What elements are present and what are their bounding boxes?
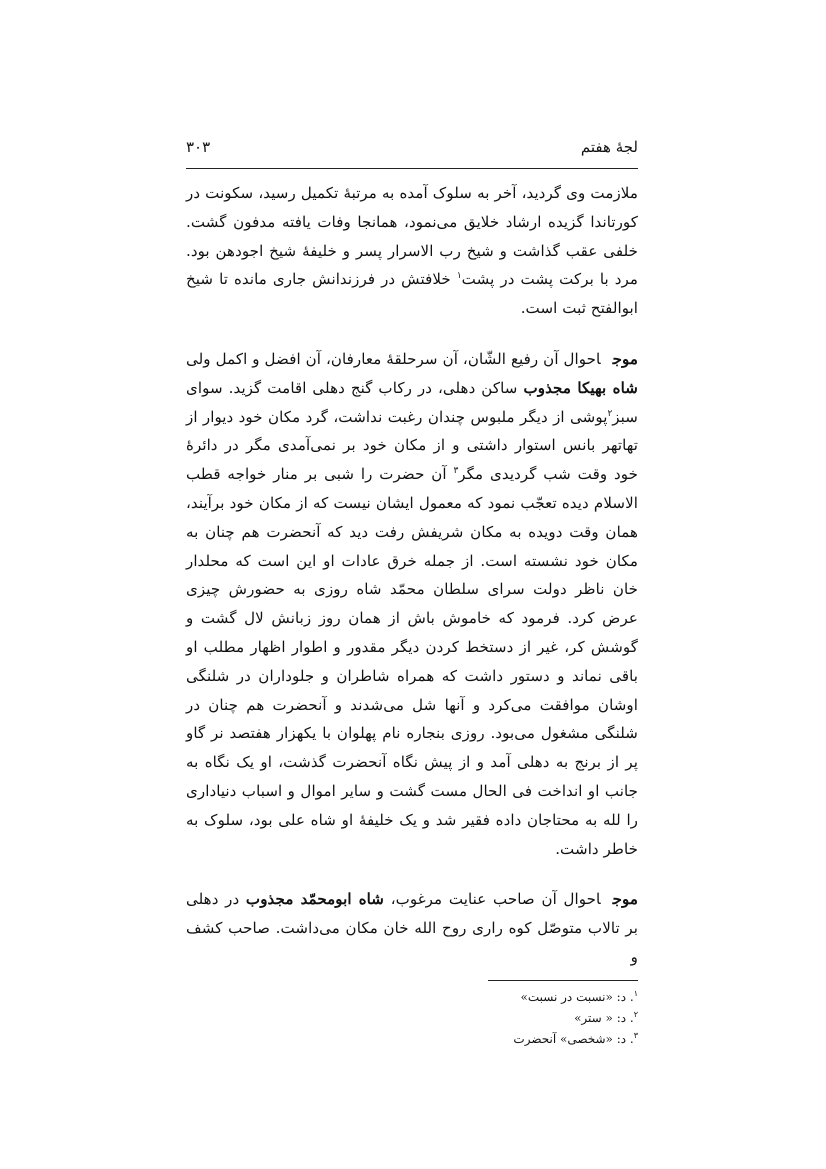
paragraph-text: احوال آن رفیع الشّان، آن سرحلقهٔ معارفان، آن افضل و اکمل ولی — [186, 349, 601, 368]
footnote-ref: ۲ — [607, 408, 613, 419]
footnote-number: ۲ — [633, 1009, 638, 1019]
saint-name: شاه بهیکا مجذوب — [523, 378, 638, 397]
footnote-number: ۳ — [633, 1030, 638, 1040]
footnote-rule — [488, 980, 638, 981]
footnote — [186, 1029, 638, 1050]
section-marker: موج — [612, 890, 638, 909]
footnote-ref: ۳ — [453, 466, 459, 477]
paragraph-3 — [186, 885, 638, 971]
paragraph-text: احوال آن صاحب عنایت مرغوب، — [384, 890, 601, 909]
page-number: ۳۰۳ — [186, 138, 211, 156]
book-page — [186, 138, 638, 1050]
paragraph-text: ملازمت وی گردید، آخر به سلوک آمده به مرتبهٔ تکمیل رسید، سکونت در کورتاندا گزیده ارشاد خلایق می‌نمود، همانجا وفات یافته مدفون گشت. خلفی عقب گذاشت و شیخ رب الاسرار پسر و خلیفهٔ شیخ اجودهن بود. مرد با برکت پشت در پشت — [186, 184, 639, 289]
chapter-title: لجهٔ هفتم — [580, 138, 638, 156]
header-rule — [186, 168, 638, 169]
footnote-ref: ۱ — [456, 271, 462, 282]
paragraph-text: آن حضرت را شبی بر منار خواجه قطب الاسلام دیده تعجّب نمود که معمول ایشان نیست که از مکان خود برآیند، همان وقت دویده به مکان شریفش رفت دید که آنحضرت هم چنان به مکان خود نشسته است. از جمله خرق عادات او این است که محلدار خان ناظر دولت سرای سلطان محمّد شاه روزی به حضورش چیزی عرض کرد. فرمود که خاموش باش از همان روز زبانش لال گشت و گوشش کر، غیر از دستخط کردن دیگر مقدور و اطوار اظهار مطلب او باقی نماند و دستور داشت که همراه شاطران و جلوداران در شلنگی اوشان موافقت می‌کرد و آنها شل می‌شدند و آنحضرت هم چنان در شلنگی مشغول می‌بود. روزی بنجاره نام پهلوان با یکهزار هفتصد نر گاو پر از برنج به دهلی آمد و از پیش نگاه آنحضرت گذشت، او یک نگاه به جانب او انداخت فی الحال مست گشت و سایر اموال و اسباب دنیاداری را لله به محتاجان داده فقیر شد و یک خلیفهٔ او شاه علی بود، سلوک به خاطر داشت. — [186, 465, 638, 858]
section-marker: موج — [612, 349, 638, 368]
footnote-text: . د: «نسبت در نسبت» — [520, 989, 634, 1004]
footnote-text: . د: « ستر» — [574, 1010, 634, 1025]
paragraph-2 — [186, 345, 638, 863]
paragraph-1 — [186, 179, 638, 323]
footnotes — [186, 987, 638, 1050]
running-header — [186, 138, 638, 160]
saint-name: شاه ابومحمّد مجذوب — [245, 890, 385, 909]
paragraph-text: در دهلی بر تالاب متوصّل کوه راری روح الله خان مکان می‌داشت. صاحب کشف و — [186, 890, 638, 966]
paragraph-text: خلافتش در فرزندانش جاری مانده تا شیخ ابوالفتح ثبت است. — [186, 270, 638, 318]
footnote — [186, 987, 638, 1008]
paragraph-text: پوشی از دیگر ملبوس چندان رغبت نداشت، گرد مکان خود دیوار از تهاتهر بانس استوار داشتی و از مکان خود بر نمی‌آمدی مگر در دائرهٔ خود وقت شب گردیدی مگر — [186, 407, 638, 484]
footnote-number: ۱ — [633, 988, 638, 998]
paragraph-text: ساکن دهلی، در رکاب گنج دهلی اقامت گزید. سوای سبز — [186, 378, 638, 426]
footnote — [186, 1008, 638, 1029]
footnote-text: . د: «شخصی» آنحضرت — [513, 1031, 634, 1046]
